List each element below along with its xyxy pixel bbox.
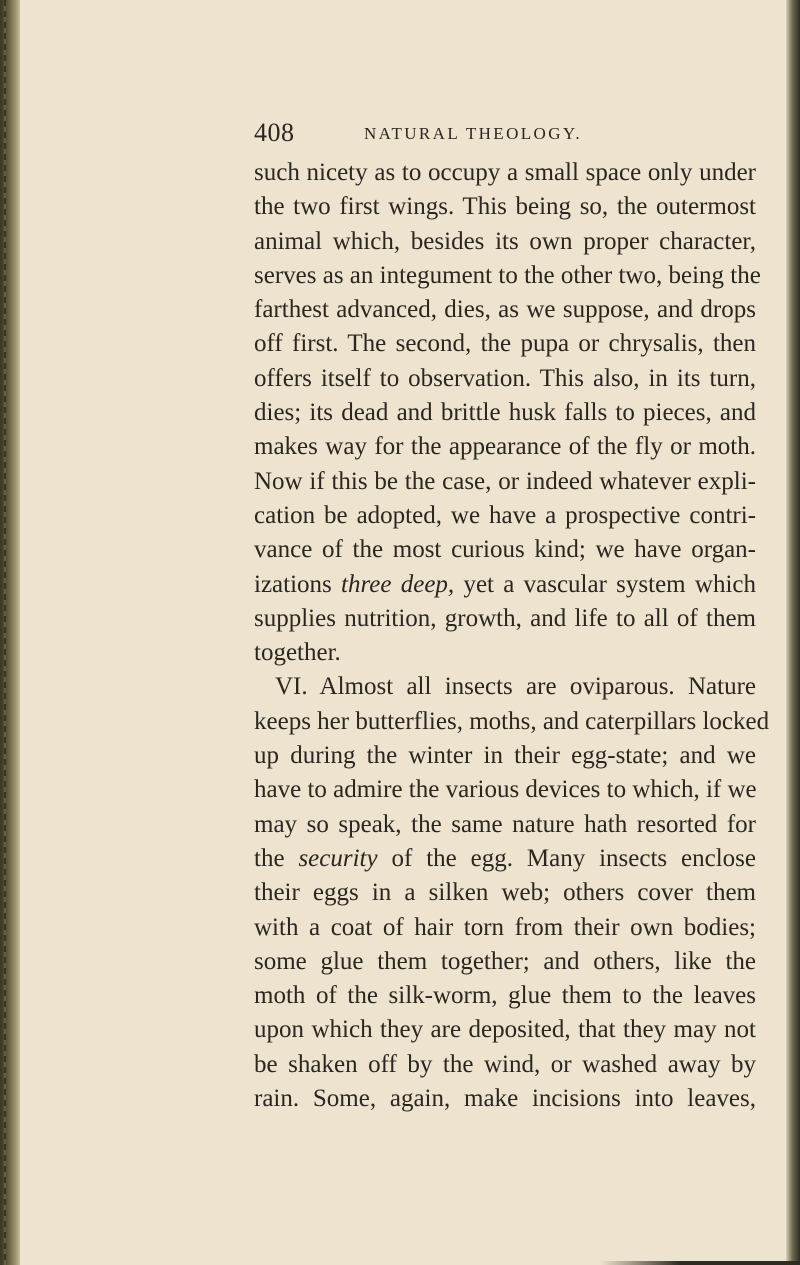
text-line: animal which, besides its own proper character, [254,227,756,255]
text-line: vance of the most curious kind; we have organ- [254,536,756,564]
text-line: dies; its dead and brittle husk falls to pieces, and [254,399,756,427]
text-line [254,568,756,602]
page-header [254,118,754,154]
text-line: serves as an integument to the other two, being the [254,261,761,289]
text-line: up during the winter in their egg-state; and we [254,742,756,770]
text-line: off first. The second, the pupa or chrysalis, then [254,330,756,358]
text-line: such nicety as to occupy a small space only under [254,159,756,186]
text-line: farthest advanced, dies, as we suppose, and drops [254,296,756,324]
italic-phrase: three deep, [341,570,455,598]
text-line: some glue them together; and others, like the [254,947,756,975]
body-text [254,156,770,1116]
text-line: Now if this be the case, or indeed whatever expli- [254,467,756,495]
text-line: their eggs in a silken web; others cover them [254,879,756,907]
italic-phrase: security [298,844,378,872]
text-line: offers itself to observation. This also, in its turn, [254,364,756,392]
text-line: supplies nutrition, growth, and life to all of them [254,604,756,632]
text-line: with a coat of hair torn from their own bodies; [254,913,756,941]
text-line: cation be adopted, we have a prospective contri- [254,501,756,529]
text-line: upon which they are deposited, that they may not [254,1016,756,1044]
text-line: may so speak, the same nature hath resorted for [254,810,756,838]
text-line: the two first wings. This being so, the outermost [254,193,756,221]
text-line: have to admire the various devices to which, if we [254,776,757,804]
text-segment: yet a vascular system which [454,570,756,598]
text-line: rain. Some, again, make incisions into leaves, [254,1085,756,1113]
page-number: 408 [254,118,295,147]
text-line [254,842,756,876]
page-binding-edge [0,0,20,1265]
text-line: makes way for the appearance of the fly or moth. [254,433,756,461]
page-right-edge [786,0,800,1265]
text-segment: izations [254,570,342,598]
text-segment: the [254,844,299,872]
running-title: NATURAL THEOLOGY. [364,124,583,143]
text-line: VI. Almost all insects are oviparous. Nature [275,673,756,701]
text-line: keeps her butterflies, moths, and caterpillars locked [254,707,770,735]
text-segment: of the egg. Many insects enclose [377,844,756,872]
text-line: moth of the silk-worm, glue them to the leaves [254,982,756,1010]
page-bottom-edge [600,1261,800,1265]
text-line: together. [254,639,341,667]
text-line: be shaken off by the wind, or washed away by [254,1050,756,1078]
